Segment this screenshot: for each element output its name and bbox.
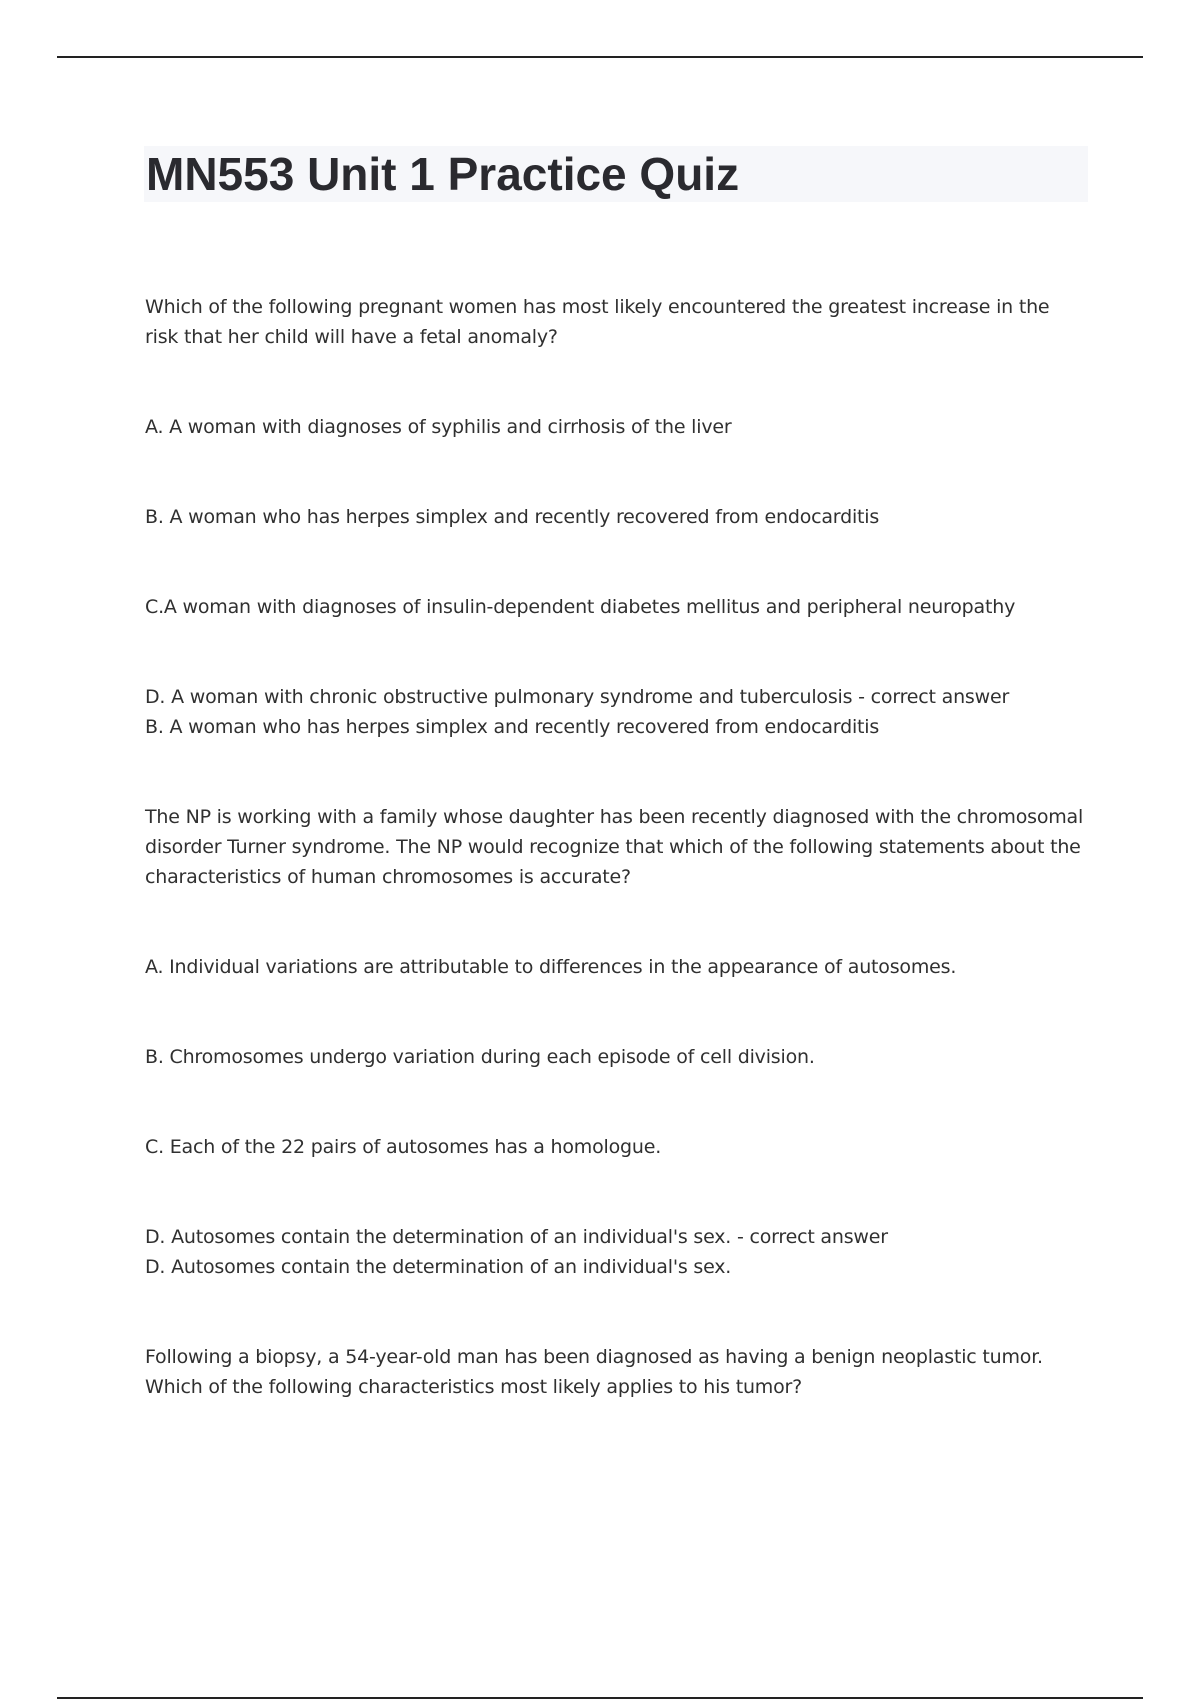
question-1-option-d: D. A woman with chronic obstructive pulmonary syndrome and tuberculosis - correct answer — [145, 686, 1010, 708]
question-2-option-d: D. Autosomes contain the determination of an individual's sex. - correct answer — [145, 1226, 888, 1248]
question-1-option-a: A. A woman with diagnoses of syphilis and cirrhosis of the liver — [145, 416, 732, 438]
question-2-correct-answer: D. Autosomes contain the determination of an individual's sex. — [145, 1256, 732, 1278]
question-1-correct-answer: B. A woman who has herpes simplex and recently recovered from endocarditis — [145, 716, 880, 738]
question-2-answer-block — [145, 1222, 1085, 1282]
question-1-answer-block — [145, 682, 1085, 742]
question-1-text: Which of the following pregnant women has most likely encountered the greatest increase in the risk that her child will have a fetal anomaly? — [145, 296, 1050, 348]
question-1-option-c: C.A woman with diagnoses of insulin-dependent diabetes mellitus and peripheral neuropathy — [145, 596, 1016, 618]
top-rule — [57, 56, 1143, 58]
bottom-rule — [57, 1697, 1143, 1699]
question-1-option-b: B. A woman who has herpes simplex and recently recovered from endocarditis — [145, 506, 880, 528]
question-2-option-c: C. Each of the 22 pairs of autosomes has a homologue. — [145, 1136, 662, 1158]
question-2-option-b: B. Chromosomes undergo variation during each episode of cell division. — [145, 1046, 815, 1068]
question-3-text: Following a biopsy, a 54-year-old man has been diagnosed as having a benign neoplastic tumor. Which of the following characteristics most likely applies to his tumor? — [145, 1346, 1043, 1398]
question-2-text: The NP is working with a family whose daughter has been recently diagnosed with the chromosomal disorder Turner syndrome. The NP would recognize that which of the following statements about the characteristics of human chromosomes is accurate? — [145, 806, 1084, 888]
quiz-content — [145, 292, 1085, 1462]
question-2-option-a: A. Individual variations are attributable to differences in the appearance of autosomes. — [145, 956, 957, 978]
page-title: MN553 Unit 1 Practice Quiz — [146, 148, 740, 200]
